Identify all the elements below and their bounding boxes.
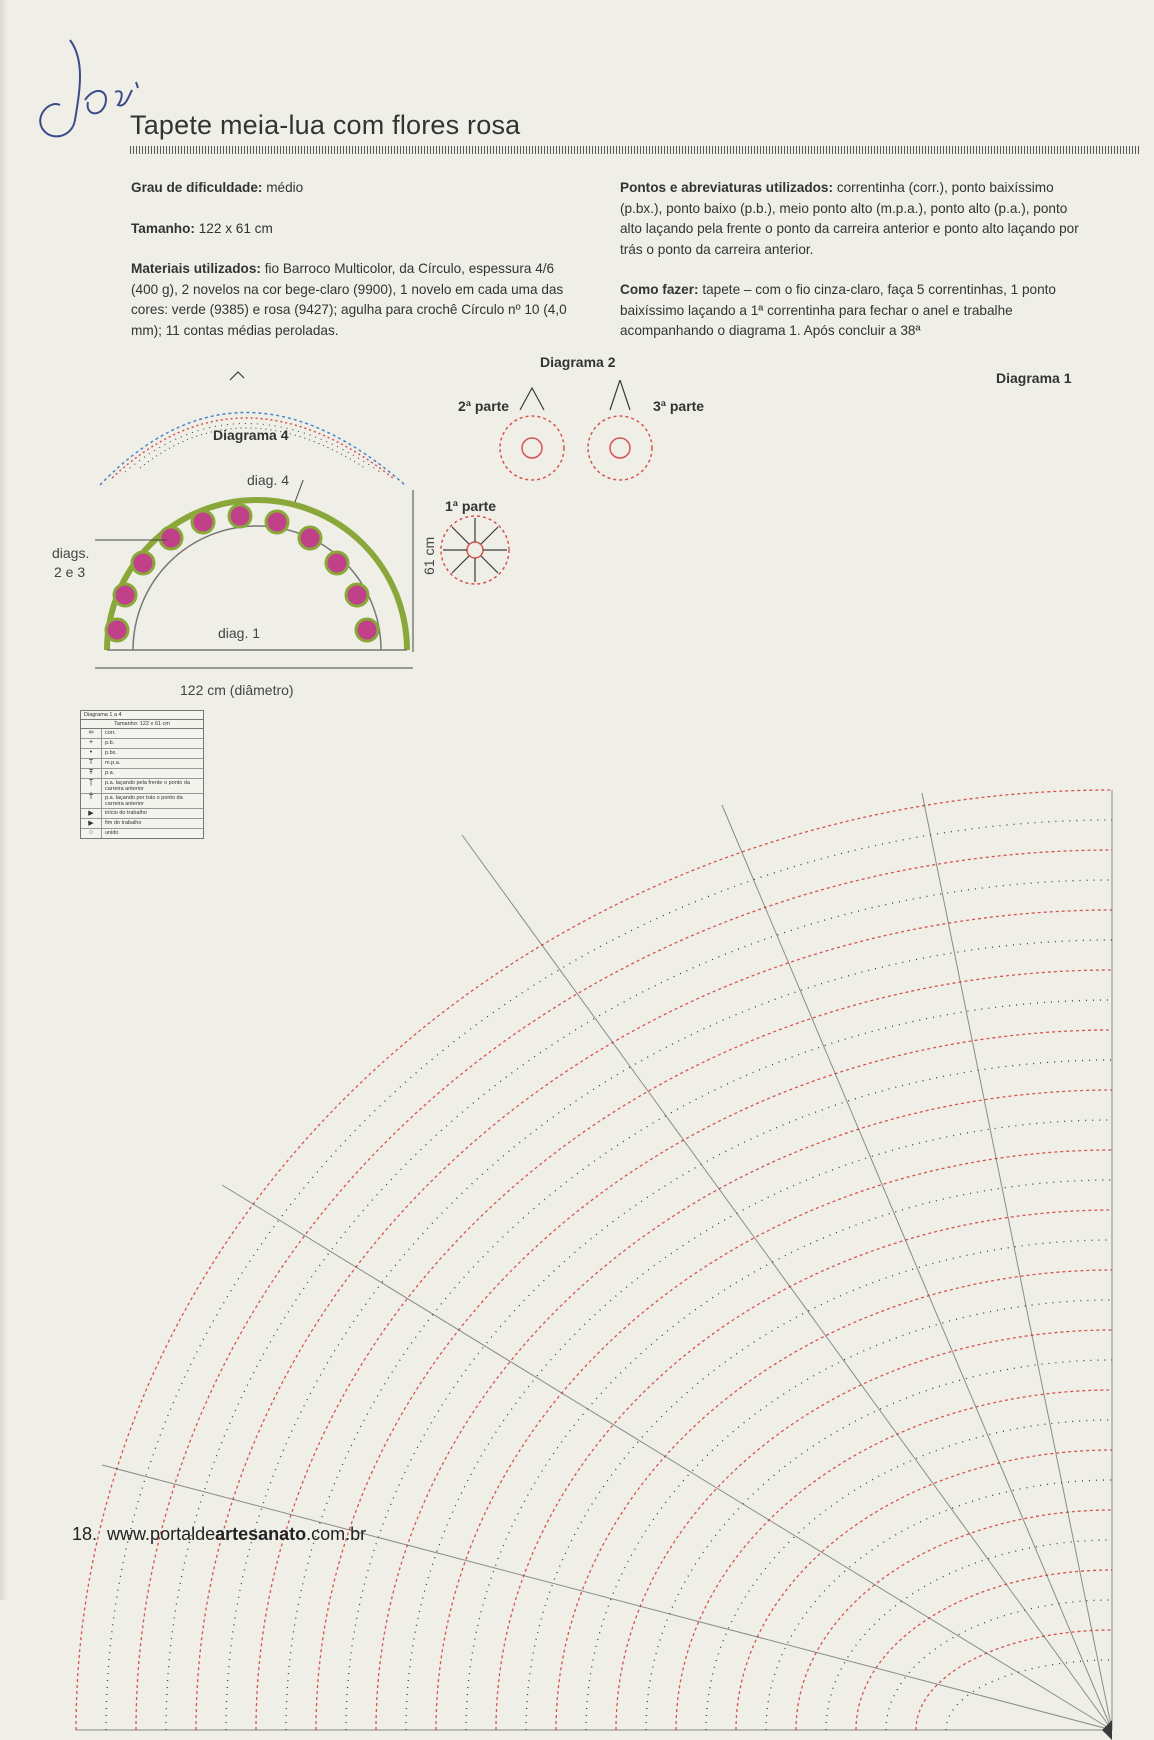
legend-text: m.p.a.	[105, 760, 121, 766]
diagram2-title: Diagrama 2	[540, 354, 616, 370]
legend-text: p.b.	[105, 740, 115, 746]
legend-row	[81, 749, 203, 759]
diagram4-title: Diagrama 4	[213, 427, 289, 443]
howto-line	[620, 280, 1090, 342]
legend-row	[81, 779, 203, 794]
howto-label: Como fazer:	[620, 282, 699, 297]
stitches-label: Pontos e abreviaturas utilizados:	[620, 180, 834, 195]
stitches-line	[620, 178, 1090, 260]
footer-url-prefix: www.portalde	[107, 1524, 216, 1544]
legend-text: fim do trabalho	[105, 820, 142, 826]
right-column	[620, 178, 1090, 362]
diags23-callout-2: 2 e 3	[54, 564, 86, 580]
title-rule	[130, 146, 1140, 154]
legend-symbol: ▶	[81, 819, 102, 828]
difficulty-label: Grau de dificuldade:	[131, 180, 263, 195]
legend-text: início do trabalho	[105, 810, 147, 816]
height-dimension: 61 cm	[421, 536, 437, 575]
legend-symbol: T	[81, 759, 102, 768]
legend-text: unido	[105, 830, 119, 836]
stitches-value: correntinha (corr.), ponto baixíssimo (p.bx.), ponto baixo (p.b.), meio ponto alto (m.p.a.), ponto alto (p.a.), ponto alto laçando pela frente o ponto da carreira anterior e ponto alto laçando por trás o ponto da carreira anterior.	[620, 180, 1079, 257]
legend-symbol: ○	[81, 829, 102, 838]
part1-label: 1ª parte	[445, 498, 497, 514]
stitch-legend	[80, 710, 204, 839]
footer-url-bold: artesanato	[215, 1524, 307, 1544]
diagram1-title: Diagrama 1	[996, 370, 1072, 386]
howto-value: tapete – com o fio cinza-claro, faça 5 correntinhas, 1 ponto baixíssimo laçando a 1ª correntinha para fechar o anel e trabalhe acompanhando o diagrama 1. Após concluir a 38ª	[620, 282, 1056, 338]
legend-header: Diagrama 1 a 4	[81, 711, 203, 720]
page-number: 18.	[72, 1524, 98, 1544]
legend-row	[81, 729, 203, 739]
page-title: Tapete meia-lua com flores rosa	[130, 110, 521, 140]
diag4-callout: diag. 4	[247, 472, 290, 488]
legend-symbol: Ŧ	[81, 769, 102, 778]
materials-label: Materiais utilizados:	[131, 261, 261, 276]
size-value: 122 x 61 cm	[198, 220, 273, 236]
page-edge	[0, 0, 8, 1600]
part2-label: 2ª parte	[458, 398, 510, 414]
legend-row	[81, 794, 203, 809]
left-column	[131, 178, 571, 361]
legend-subheader: Tamanho: 122 x 61 cm	[81, 720, 203, 729]
legend-text: corr.	[105, 730, 116, 736]
page-footer	[72, 1524, 366, 1545]
legend-row	[81, 809, 203, 819]
legend-text: p.a. laçando pela frente o ponto da carreira anterior	[105, 780, 191, 792]
legend-row	[81, 769, 203, 779]
materials-line	[131, 259, 571, 341]
legend-row	[81, 739, 203, 749]
size-label: Tamanho:	[131, 220, 195, 236]
legend-text: p.bx.	[105, 750, 117, 756]
legend-row	[81, 759, 203, 769]
materials-value: fio Barroco Multicolor, da Círculo, espessura 4/6 (400 g), 2 novelos na cor bege-claro (9900), 1 novelo em cada uma das cores: verde (9385) e rosa (9427); agulha para crochê Círculo nº 10 (4,0 mm); 11 contas médias peroladas.	[131, 261, 567, 338]
legend-text: p.a. laçando por trás o ponto da carreira anterior	[105, 795, 183, 807]
legend-symbol: Ť	[81, 794, 102, 808]
legend-symbol: ▶	[81, 809, 102, 818]
difficulty-line	[131, 178, 571, 199]
legend-symbol: +	[81, 739, 102, 748]
part3-label: 3ª parte	[653, 398, 705, 414]
diag1-callout: diag. 1	[218, 625, 261, 641]
diags23-callout-1: diags.	[52, 545, 90, 561]
legend-row	[81, 819, 203, 829]
difficulty-value: médio	[266, 180, 304, 195]
legend-row	[81, 829, 203, 838]
legend-text: p.a.	[105, 770, 115, 776]
legend-symbol: Ţ	[81, 779, 102, 793]
legend-symbol: •	[81, 749, 102, 758]
footer-url-suffix: .com.br	[306, 1524, 367, 1544]
width-dimension: 122 cm (diâmetro)	[180, 682, 294, 698]
size-line	[131, 219, 571, 240]
legend-symbol: ∞	[81, 729, 102, 738]
